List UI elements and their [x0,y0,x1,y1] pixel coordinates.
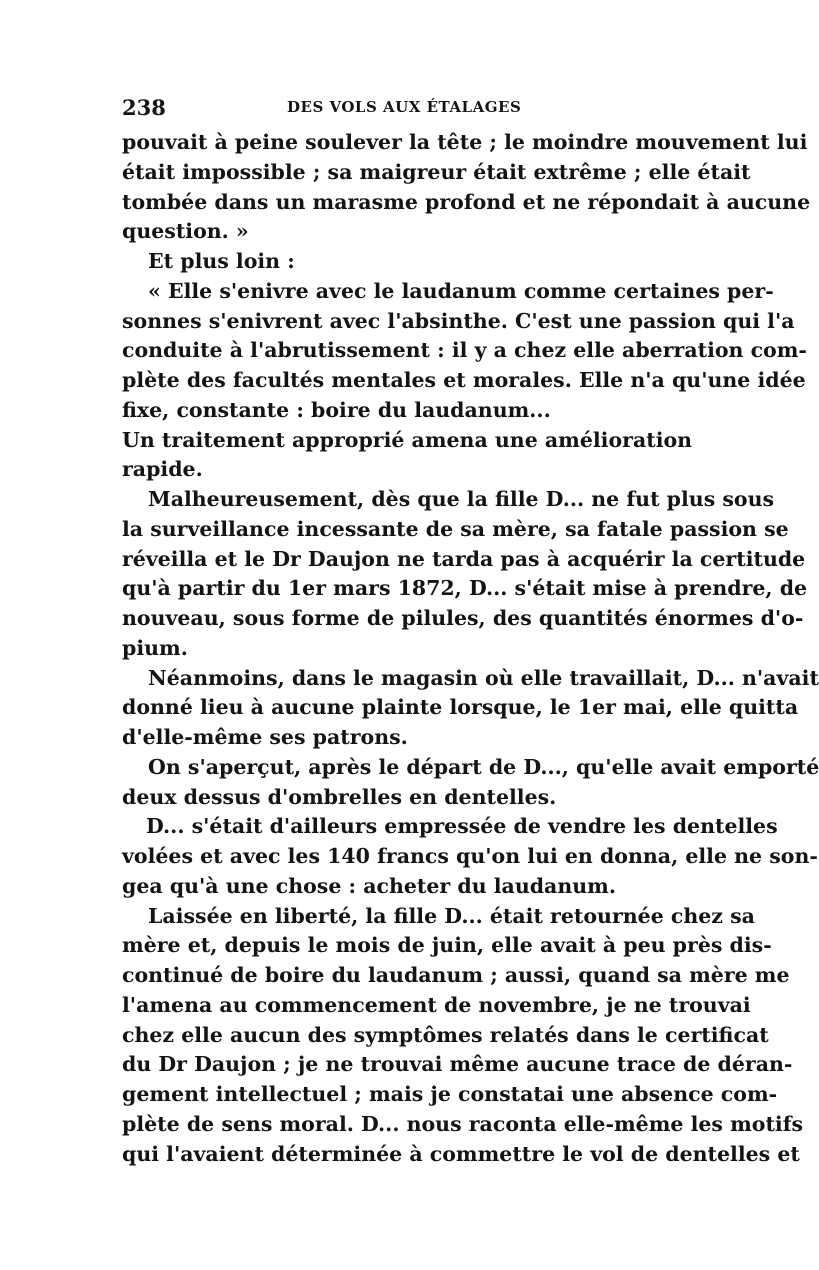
text-line: rapide. [122,457,203,482]
text-line: qui l'avaient déterminée à commettre le vol de dentelles et [122,1141,800,1166]
page-header [122,95,682,121]
text-line: tombée dans un marasme profond et ne répondait à aucune [122,189,811,214]
text-line: la surveillance incessante de sa mère, sa fatale passion se [122,516,789,541]
text-line: mère et, depuis le mois de juin, elle avait à peu près dis- [122,933,772,958]
text-line: était impossible ; sa maigreur était extrême ; elle était [122,159,751,184]
text-line: réveilla et le Dr Daujon ne tarda pas à acquérir la certitude [122,546,806,571]
text-line: D... s'était d'ailleurs empressée de vendre les dentelles [146,814,778,839]
page-number: 238 [122,95,166,120]
text-line: sonnes s'enivrent avec l'absinthe. C'est une passion qui l'a [122,308,795,333]
text-line: pium. [122,635,188,660]
text-line: On s'aperçut, après le départ de D..., qu'elle avait emporté [148,754,819,779]
text-line: continué de boire du laudanum ; aussi, quand sa mère me [122,963,790,987]
text-line: deux dessus d'ombrelles en dentelles. [122,784,557,809]
text-line: Laissée en liberté, la fille D... était retournée chez sa [148,903,755,928]
page-body [122,128,819,1169]
text-line: Néanmoins, dans le magasin où elle travaillait, D... n'avait [148,665,819,690]
running-title: DES VOLS AUX ÉTALAGES [287,98,522,116]
text-line: Un traitement approprié amena une amélioration [122,427,693,452]
text-line: question. » [122,219,249,244]
text-line: gea qu'à une chose : acheter du laudanum. [122,873,616,898]
text-line: du Dr Daujon ; je ne trouvai même aucune trace de déran- [122,1052,793,1077]
text-line: gement intellectuel ; mais je constatai une absence com- [122,1082,778,1106]
text-line: plète des facultés mentales et morales. Elle n'a qu'une idée [122,368,806,392]
text-line: d'elle-même ses patrons. [122,725,408,749]
text-line: Et plus loin : [148,249,295,273]
text-line: nouveau, sous forme de pilules, des quantités énormes d'o- [122,606,804,630]
text-line: conduite à l'abrutissement : il y a chez elle aberration com- [122,338,807,363]
text-line: Malheureusement, dès que la fille D... ne fut plus sous [148,487,775,511]
text-line: chez elle aucun des symptômes relatés dans le certificat [122,1022,769,1047]
text-line: donné lieu à aucune plainte lorsque, le 1er mai, elle quitta [122,695,799,720]
text-line: l'amena au commencement de novembre, je ne trouvai [122,992,751,1017]
text-line: qu'à partir du 1er mars 1872, D... s'était mise à prendre, de [122,576,808,601]
text-line: plète de sens moral. D... nous raconta elle-même les motifs [122,1111,804,1136]
text-line: volées et avec les 140 francs qu'on lui en donna, elle ne son- [122,844,818,868]
text-line: fixe, constante : boire du laudanum... [122,397,551,422]
text-line: pouvait à peine soulever la tête ; le moindre mouvement lui [122,130,808,154]
text-line: « Elle s'enivre avec le laudanum comme certaines per- [148,278,774,303]
